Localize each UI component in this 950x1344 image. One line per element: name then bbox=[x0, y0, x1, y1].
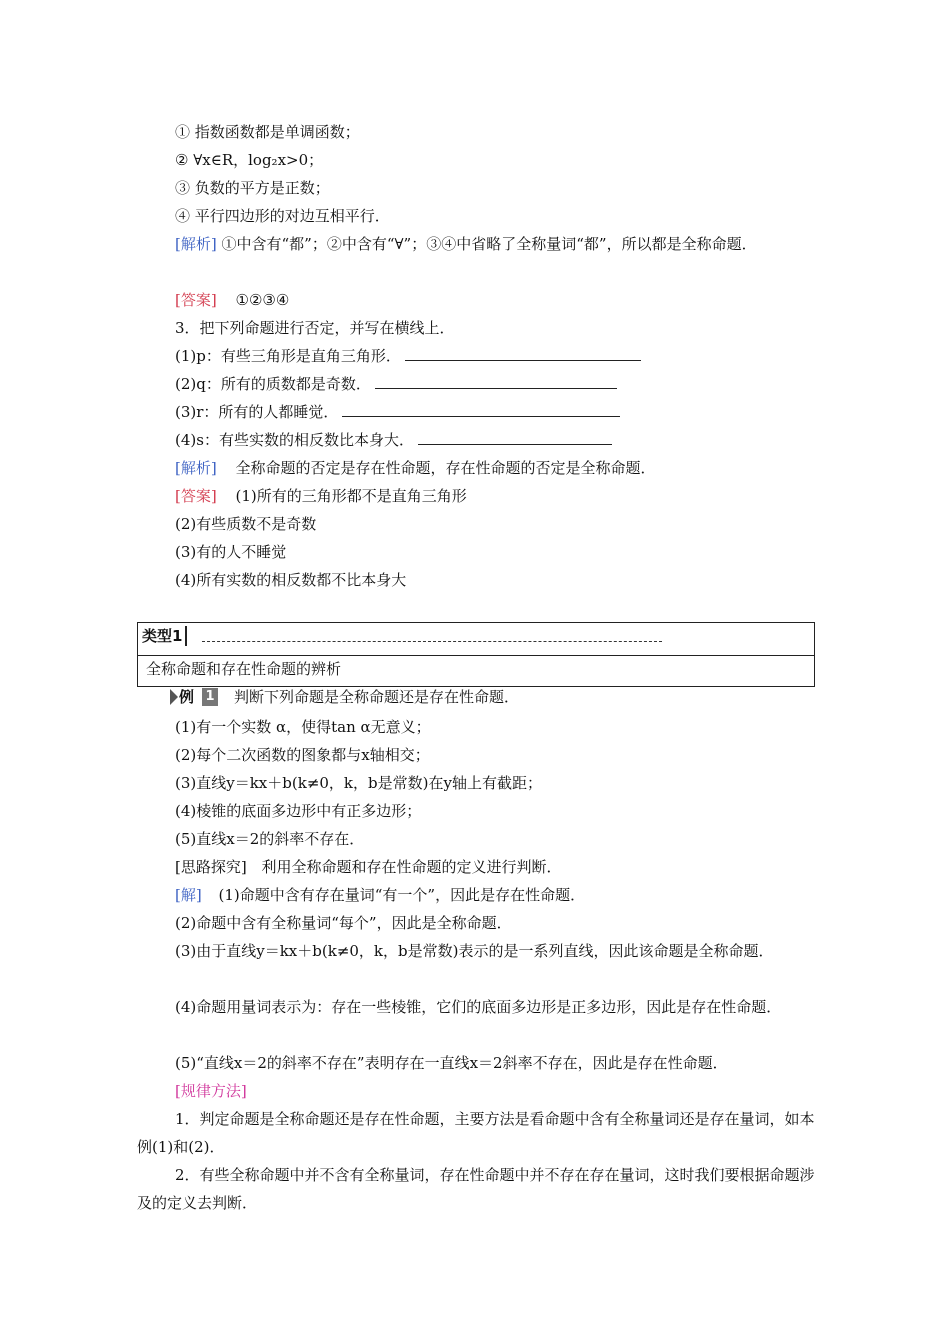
solution-item: (3)由于直线y＝kx＋b(k≠0，k，b是常数)表示的是一系列直线，因此该命题是全称命题． bbox=[175, 942, 774, 960]
solution-item: (4)命题用量词表示为：存在一些棱锥，它们的底面多边形是正多边形，因此是存在性命题． bbox=[175, 998, 782, 1016]
example-number: 1 bbox=[202, 688, 218, 706]
type-label: 类型1 bbox=[142, 626, 187, 646]
solution-item: (5)“直线x＝2的斜率不存在”表明存在一直线x＝2斜率不存在，因此是存在性命题． bbox=[175, 1054, 728, 1072]
solution-line bbox=[175, 885, 585, 905]
question-item bbox=[175, 374, 617, 394]
answer-text: (1)所有的三角形都不是直角三角形 bbox=[235, 487, 467, 505]
analysis-paragraph bbox=[137, 230, 817, 258]
example-prompt: 判断下列命题是全称命题还是存在性命题． bbox=[234, 688, 520, 706]
example-label: 例 bbox=[179, 688, 195, 706]
type-box bbox=[137, 622, 815, 687]
answer-item: (3)有的人不睡觉 bbox=[175, 543, 287, 561]
analysis-tag: [解析] bbox=[175, 459, 217, 477]
example-item: (5)直线x＝2的斜率不存在． bbox=[175, 830, 365, 848]
question-item-text: (1)p：有些三角形是直角三角形． bbox=[175, 347, 401, 365]
answer-tag: [答案] bbox=[175, 291, 217, 309]
answer-item: (2)有些质数不是奇数 bbox=[175, 515, 317, 533]
question-item-text: (3)r：所有的人都睡觉． bbox=[175, 403, 339, 421]
question-item bbox=[175, 346, 641, 366]
question-item-text: (4)s：有些实数的相反数比本身大． bbox=[175, 431, 414, 449]
answer-tag: [答案] bbox=[175, 487, 217, 505]
analysis-text: 全称命题的否定是存在性命题，存在性命题的否定是全称命题． bbox=[235, 459, 656, 477]
divider bbox=[138, 655, 814, 656]
example-item: (3)直线y＝kx＋b(k≠0，k，b是常数)在y轴上有截距； bbox=[175, 774, 542, 792]
type-box-header bbox=[138, 623, 814, 655]
example-item: (2)每个二次函数的图象都与x轴相交； bbox=[175, 746, 430, 764]
list-item: ③ 负数的平方是正数； bbox=[175, 179, 330, 197]
idea-text: 利用全称命题和存在性命题的定义进行判断． bbox=[261, 858, 562, 876]
list-item: ④ 平行四边形的对边互相平行． bbox=[175, 207, 390, 225]
answer-blank[interactable] bbox=[375, 374, 617, 389]
answer-line bbox=[175, 486, 467, 506]
list-item: ② ∀x∈R，log₂x>0； bbox=[175, 151, 324, 169]
idea-tag: [思路探究] bbox=[175, 858, 247, 876]
answer-blank[interactable] bbox=[342, 402, 620, 417]
arrow-icon bbox=[170, 689, 178, 705]
solution-tag: [解] bbox=[175, 886, 202, 904]
question-item bbox=[175, 430, 612, 450]
question-prompt: 3．把下列命题进行否定，并写在横线上． bbox=[175, 319, 455, 337]
method-point: 1．判定命题是全称命题还是存在性命题，主要方法是看命题中含有全称量词还是存在量词，如本例(1)和(2)． bbox=[137, 1110, 815, 1156]
answer-text: ①②③④ bbox=[235, 291, 290, 309]
solution-item: (2)命题中含有全称量词“每个”，因此是全称命题． bbox=[175, 914, 512, 932]
method-tag bbox=[175, 1081, 247, 1101]
idea-line bbox=[175, 857, 562, 877]
analysis-text: ①中含有“都”；②中含有“∀”；③④中省略了全称量词“都”，所以都是全称命题． bbox=[221, 235, 757, 253]
method-tag-text: [规律方法] bbox=[175, 1082, 247, 1100]
analysis-line bbox=[175, 458, 656, 478]
dashed-divider bbox=[202, 641, 662, 642]
question-item-text: (2)q：所有的质数都是奇数． bbox=[175, 375, 371, 393]
answer-blank[interactable] bbox=[418, 430, 612, 445]
type-title: 全称命题和存在性命题的辨析 bbox=[146, 660, 342, 678]
list-item: ① 指数函数都是单调函数； bbox=[175, 123, 360, 141]
answer-line bbox=[175, 290, 289, 310]
analysis-tag: [解析] bbox=[175, 235, 217, 253]
answer-item: (4)所有实数的相反数都不比本身大 bbox=[175, 571, 407, 589]
question-item bbox=[175, 402, 620, 422]
solution-text: (1)命题中含有存在量词“有一个”，因此是存在性命题． bbox=[218, 886, 586, 904]
example-item: (4)棱锥的底面多边形中有正多边形； bbox=[175, 802, 422, 820]
answer-blank[interactable] bbox=[405, 346, 641, 361]
method-point: 2．有些全称命题中并不含有全称量词，存在性命题中并不存在存在量词，这时我们要根据命题涉及的定义去判断． bbox=[137, 1166, 815, 1212]
example-item: (1)有一个实数 α，使得tan α无意义； bbox=[175, 718, 431, 736]
